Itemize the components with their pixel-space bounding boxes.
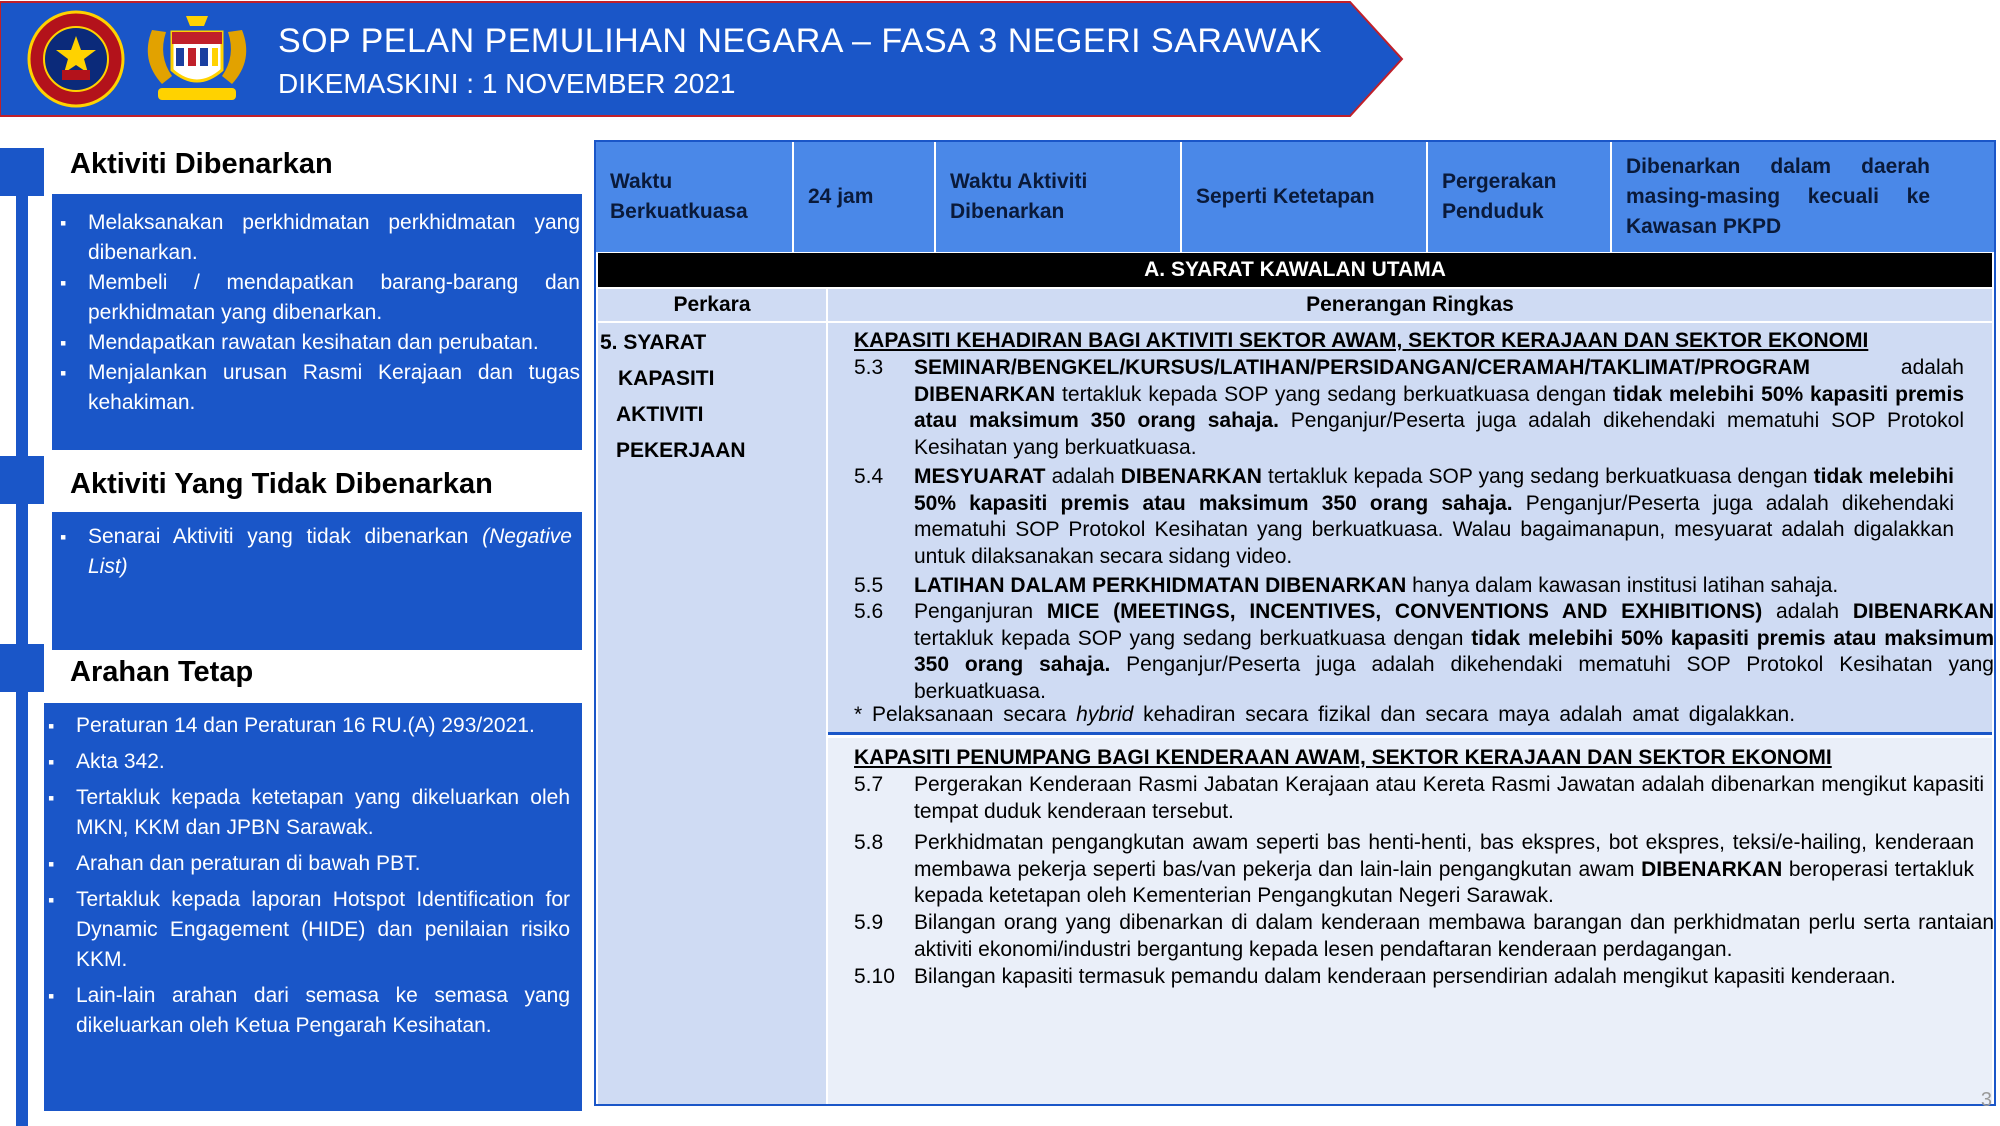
section-a-title: A. SYARAT KAWALAN UTAMA	[598, 253, 1992, 287]
text: Bilangan orang yang dibenarkan di dalam kenderaan membawa barangan dan perkhidmatan perlu serta rantaian aktiviti ekonomi/industri bergantung kepada lesen pendaftaran kenderaan perdagangan.	[914, 911, 1994, 961]
allowed-item: ▪ Membeli / mendapatkan barang-barang dan perkhidmatan yang dibenarkan.	[56, 268, 580, 328]
emphasis: DIBENARKAN	[1852, 600, 1995, 623]
waktu-aktiviti-label: Waktu Aktiviti Dibenarkan	[936, 142, 1182, 252]
emphasis: DIBENARKAN	[1641, 857, 1783, 881]
emphasis: SEMINAR/BENGKEL/KURSUS/LATIHAN/PERSIDANGAN/CERAMAH/TAKLIMAT/PROGRAM	[914, 356, 1810, 379]
emphasis: tidak melebihi 50% kapasiti premis atau maksimum 350 orang sahaja.	[914, 626, 1994, 676]
arahan-item: ▪ Tertakluk kepada ketetapan yang dikeluarkan oleh MKN, KKM dan JPBN Sarawak.	[44, 783, 570, 843]
arahan-tetap-box	[44, 703, 582, 1111]
page-subtitle: DIKEMASKINI : 1 NOVEMBER 2021	[278, 68, 736, 99]
arahan-section-title: Arahan Tetap	[70, 656, 254, 688]
text: Bilangan kapasiti termasuk pemandu dalam kenderaan persendirian adalah mengikut kapasiti kenderaan.	[914, 965, 1896, 988]
arahan-item: ▪ Lain-lain arahan dari semasa ke semasa yang dikeluarkan oleh Ketua Pengarah Kesihatan.	[44, 981, 570, 1041]
emphasis: hybrid	[1076, 703, 1134, 726]
section-marker-not-allowed	[0, 456, 44, 504]
item-5-7	[854, 772, 1984, 825]
top-info-row	[596, 142, 1994, 252]
not-allowed-section-title: Aktiviti Yang Tidak Dibenarkan	[70, 468, 493, 500]
item-number: 5.3	[854, 356, 884, 379]
nsc-logo	[24, 10, 128, 108]
item-5-5	[854, 573, 1984, 600]
header-banner	[0, 0, 1404, 118]
item-number: 5.5	[854, 574, 884, 597]
perkara-line: AKTIVITI	[616, 403, 704, 426]
perkara-cell	[598, 323, 826, 1104]
item-number: 5.9	[854, 911, 884, 934]
emphasis: MICE (MEETINGS, INCENTIVES, CONVENTIONS AND EXHIBITIONS)	[1046, 600, 1763, 623]
waktu-berkuatkuasa-label: Waktu Berkuatkuasa	[596, 142, 794, 252]
text: tertakluk kepada SOP yang sedang berkuatkuasa dengan	[1261, 465, 1814, 488]
item-5-9	[854, 910, 1994, 963]
text: Penganjur/Peserta juga adalah dikehendaki mematuhi SOP Protokol Kesihatan yang berkuatkuasa.	[914, 653, 1994, 703]
item-number: 5.6	[854, 600, 884, 623]
emphasis: MESYUARAT	[914, 465, 1046, 488]
allowed-activities-box	[52, 194, 582, 450]
text: hanya dalam kawasan institusi latihan sahaja.	[1406, 574, 1839, 597]
arahan-item: ▪ Arahan dan peraturan di bawah PBT.	[44, 849, 570, 879]
text: Pergerakan Kenderaan Rasmi Jabatan Kerajaan atau Kereta Rasmi Jawatan adalah dibenarkan mengikut kapasiti tempat duduk kenderaan tersebut.	[914, 773, 1984, 823]
perkara-line: KAPASITI	[618, 367, 715, 390]
coat-of-arms-logo	[132, 10, 236, 108]
not-allowed-activities-box	[52, 512, 582, 650]
item-5-10	[854, 964, 1994, 991]
text: Perkhidmatan pengangkutan awam seperti bas henti-henti, bas ekspres, bot ekspres, teksi/e-hailing, kenderaan membawa pekerja seperti bas/van pekerja dan lain-lain pengangkutan awam	[914, 831, 1974, 881]
emphasis: LATIHAN DALAM PERKHIDMATAN DIBENARKAN	[914, 574, 1407, 597]
text: tertakluk kepada SOP yang sedang berkuatkuasa dengan	[1055, 382, 1614, 406]
kehadiran-heading: KAPASITI KEHADIRAN BAGI AKTIVITI SEKTOR AWAM, SEKTOR KERAJAAN DAN SEKTOR EKONOMI	[854, 329, 1869, 352]
pergerakan-label: Pergerakan Penduduk	[1428, 142, 1612, 252]
arahan-item: ▪ Akta 342.	[44, 747, 570, 777]
penumpang-heading: KAPASITI PENUMPANG BAGI KENDERAAN AWAM, SEKTOR KERAJAAN DAN SEKTOR EKONOMI	[854, 746, 1832, 769]
section-marker-allowed	[0, 148, 44, 196]
item-5-6	[854, 599, 1994, 705]
section-marker-arahan	[0, 644, 44, 692]
emphasis: tidak melebihi 50% kapasiti premis atau maksimum 350 orang sahaja.	[914, 465, 1954, 515]
page-number: 3	[1980, 1089, 1992, 1111]
waktu-aktiviti-value: Seperti Ketetapan	[1182, 142, 1428, 252]
page-title: SOP PELAN PEMULIHAN NEGARA – FASA 3 NEGERI SARAWAK	[278, 22, 1323, 60]
item-number: 5.10	[854, 965, 895, 988]
allowed-item: ▪ Menjalankan urusan Rasmi Kerajaan dan tugas kehakiman.	[56, 358, 580, 418]
item-5-4	[854, 464, 1954, 570]
text: beroperasi tertakluk kepada ketetapan oleh Kementerian Pengangkutan Negeri Sarawak.	[914, 857, 1975, 907]
hybrid-note	[854, 703, 1795, 727]
text: adalah	[1810, 356, 1964, 379]
not-allowed-item	[56, 522, 572, 582]
item-number: 5.4	[854, 465, 884, 488]
text: Penganjuran	[914, 600, 1047, 623]
allowed-item: ▪ Mendapatkan rawatan kesihatan dan perubatan.	[56, 328, 580, 358]
kehadiran-section	[828, 323, 1995, 735]
perkara-line: PEKERJAAN	[616, 439, 746, 462]
text: adalah	[1762, 600, 1853, 623]
item-5-3	[854, 355, 1964, 461]
column-header-perkara: Perkara	[598, 289, 826, 321]
emphasis: DIBENARKAN	[914, 382, 1056, 406]
text: * Pelaksanaan secara	[854, 703, 1077, 726]
emphasis: tidak melebihi 50% kapasiti premis atau maksimum 350 orang sahaja.	[914, 382, 1964, 432]
arahan-item: ▪ Tertakluk kepada laporan Hotspot Identification for Dynamic Engagement (HIDE) dan penilaian risiko KKM.	[44, 885, 570, 975]
item-5-8	[854, 830, 1974, 910]
emphasis: DIBENARKAN	[1120, 465, 1262, 488]
allowed-section-title: Aktiviti Dibenarkan	[70, 148, 333, 180]
sop-table	[594, 140, 1996, 1106]
not-allowed-item-text: Senarai Aktiviti yang tidak dibenarkan	[88, 525, 483, 548]
column-header-penerangan: Penerangan Ringkas	[828, 289, 1992, 321]
text: Penganjur/Peserta juga adalah dikehendaki mematuhi SOP Protokol Kesihatan yang berkuatkuasa. Walau bagaimanapun, mesyuarat adalah digalakkan untuk dilaksanakan secara sidang video.	[914, 491, 1954, 568]
item-number: 5.8	[854, 831, 884, 854]
perkara-line: 5. SYARAT	[600, 331, 707, 354]
text: adalah	[1045, 465, 1121, 488]
allowed-item: ▪ Melaksanakan perkhidmatan perkhidmatan yang dibenarkan.	[56, 208, 580, 268]
text: Penganjur/Peserta juga adalah dikehendaki mematuhi SOP Protokol Kesihatan yang berkuatkuasa.	[914, 409, 1964, 459]
penumpang-section	[828, 738, 1992, 1104]
negative-list-label: (Negative List)	[88, 525, 572, 578]
waktu-berkuatkuasa-value: 24 jam	[794, 142, 936, 252]
item-number: 5.7	[854, 773, 884, 796]
arahan-item: ▪ Peraturan 14 dan Peraturan 16 RU.(A) 293/2021.	[44, 711, 570, 741]
left-rail-bar	[16, 148, 28, 1126]
text: kehadiran secara fizikal dan secara maya adalah amat digalakkan.	[1133, 703, 1796, 726]
text: tertakluk kepada SOP yang sedang berkuatkuasa dengan	[914, 626, 1472, 650]
pergerakan-value: Dibenarkan dalam daerah masing-masing kecuali ke Kawasan PKPD	[1612, 142, 1994, 252]
